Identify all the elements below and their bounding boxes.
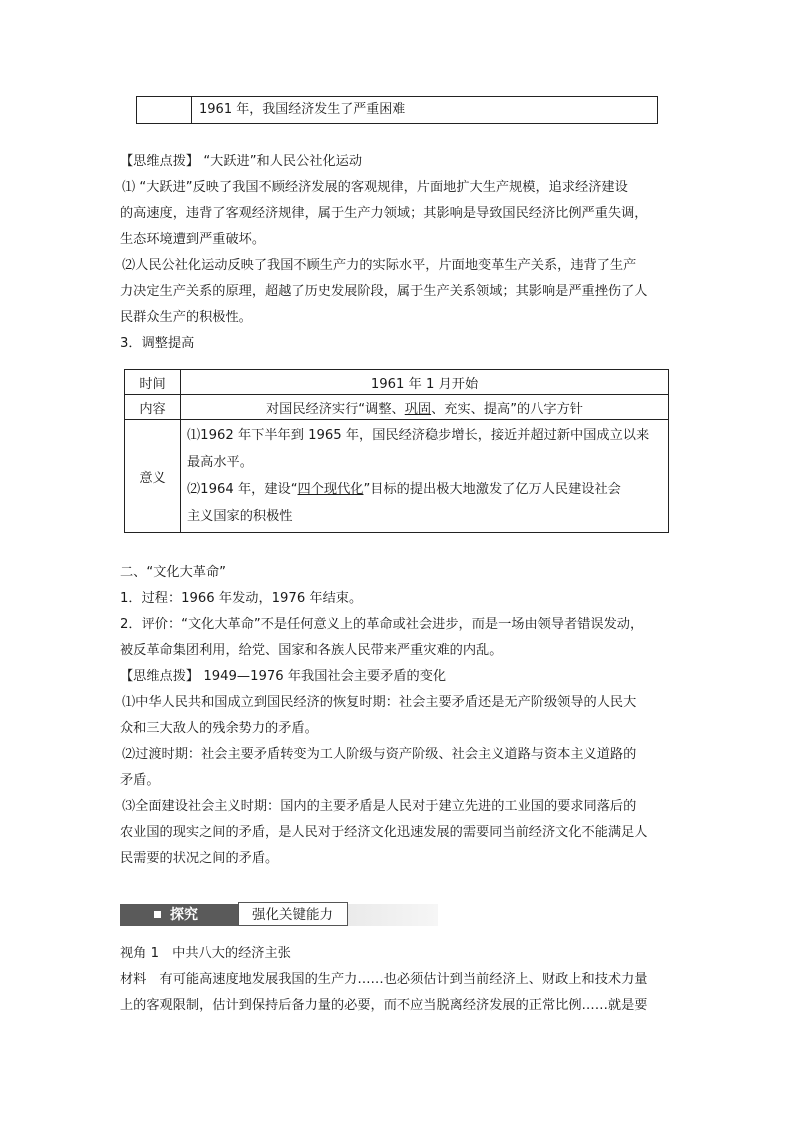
analysis-line: 生态环境遭到严重破坏。 [120, 232, 266, 247]
section-line: 被反革命集团利用，给党、国家和各族人民带来严重灾难的内乱。 [120, 643, 503, 658]
banner-title: 探究 [170, 907, 198, 923]
square-bullet-icon [154, 911, 161, 918]
analysis-heading: 【思维点拨】 “大跃进”和人民公社化运动 [120, 154, 363, 169]
analysis-line: ⑵人民公社化运动反映了我国不顾生产力的实际水平，片面地变革生产关系，违背了生产 [122, 258, 637, 273]
section-line: ⑴中华人民共和国成立到国民经济的恢复时期：社会主要矛盾还是无产阶级领导的人民大 [122, 695, 637, 710]
table-row [125, 395, 669, 420]
row-value-time: 1961 年 1 月开始 [181, 370, 669, 395]
row-label-significance: 意义 [125, 420, 181, 533]
row-label-content: 内容 [125, 395, 181, 420]
section-heading-adjust: 3．调整提高 [120, 336, 195, 351]
cultural-revolution-section [120, 560, 680, 872]
great-leap-analysis [120, 149, 680, 357]
perspective-section [120, 941, 680, 1019]
section-line: ⑵过渡时期：社会主要矛盾转变为工人阶级与资产阶级、社会主义道路与资本主义道路的 [122, 747, 637, 762]
banner-subtitle: 强化关键能力 [252, 907, 333, 923]
table-row [125, 370, 669, 395]
content-underlined: 巩固 [404, 401, 432, 417]
significance-underlined: 四个现代化 [297, 482, 364, 497]
analysis-line: 民群众生产的积极性。 [120, 310, 252, 325]
table-row [125, 420, 669, 533]
analysis-line: 力决定生产关系的原理，超越了历史发展阶段，属于生产关系领域；其影响是严重挫伤了人 [120, 284, 648, 299]
analysis-line: 的高速度，违背了客观经济规律，属于生产力领域；其影响是导致国民经济比例严重失调， [120, 206, 648, 221]
section-line: 众和三大敌人的残余势力的矛盾。 [120, 721, 318, 736]
material-line: 材料 有可能高速度地发展我国的生产力……也必须估计到当前经济上、财政上和技术力量 [120, 972, 648, 987]
section-heading: 二、“文化大革命” [120, 565, 226, 580]
top-table-fragment [136, 96, 658, 124]
adjustment-table [124, 369, 669, 533]
significance-line [187, 476, 662, 503]
top-table-text: 1961 年，我国经济发生了严重困难 [199, 102, 406, 117]
significance-line: 主义国家的积极性 [187, 509, 293, 524]
section-line: ⑶全面建设社会主义时期：国内的主要矛盾是人民对于建立先进的工业国的要求同落后的 [122, 799, 637, 814]
row-value-content [181, 395, 669, 420]
row-label-time: 时间 [125, 370, 181, 395]
row-value-significance [181, 420, 669, 533]
section-line: 1．过程：1966 年发动，1976 年结束。 [120, 591, 363, 606]
analysis-heading: 【思维点拨】 1949—1976 年我国社会主要矛盾的变化 [120, 669, 447, 684]
section-line: 民需要的状况之间的矛盾。 [120, 851, 279, 866]
significance-text: ”目标的提出极大地激发了亿万人民建设社会 [363, 482, 621, 497]
section-line: 2．评价：“文化大革命”不是任何意义上的革命或社会进步，而是一场由领导者错误发动， [120, 617, 644, 632]
section-line: 农业国的现实之间的矛盾，是人民对于经济文化迅速发展的需要同当前经济文化不能满足人 [120, 825, 648, 840]
top-table-label-cell [137, 97, 192, 123]
analysis-line: ⑴ “大跃进”反映了我国不顾经济发展的客观规律，片面地扩大生产规模，追求经济建设 [122, 180, 628, 195]
content-text: 、充实、提高”的八字方针 [431, 401, 583, 417]
explore-banner [120, 902, 438, 928]
content-text: 对国民经济实行“调整、 [266, 401, 405, 417]
material-line: 上的客观限制，估计到保持后备力量的必要，而不应当脱离经济发展的正常比例……就是要 [120, 998, 648, 1013]
significance-line: ⑴1962 年下半年到 1965 年，国民经济稳步增长，接近并超过新中国成立以来 [187, 428, 650, 443]
significance-text: ⑵1964 年，建设“ [187, 482, 298, 497]
section-line: 矛盾。 [120, 773, 160, 788]
perspective-heading: 视角 1 中共八大的经济主张 [120, 946, 291, 961]
significance-line: 最高水平。 [187, 455, 253, 470]
